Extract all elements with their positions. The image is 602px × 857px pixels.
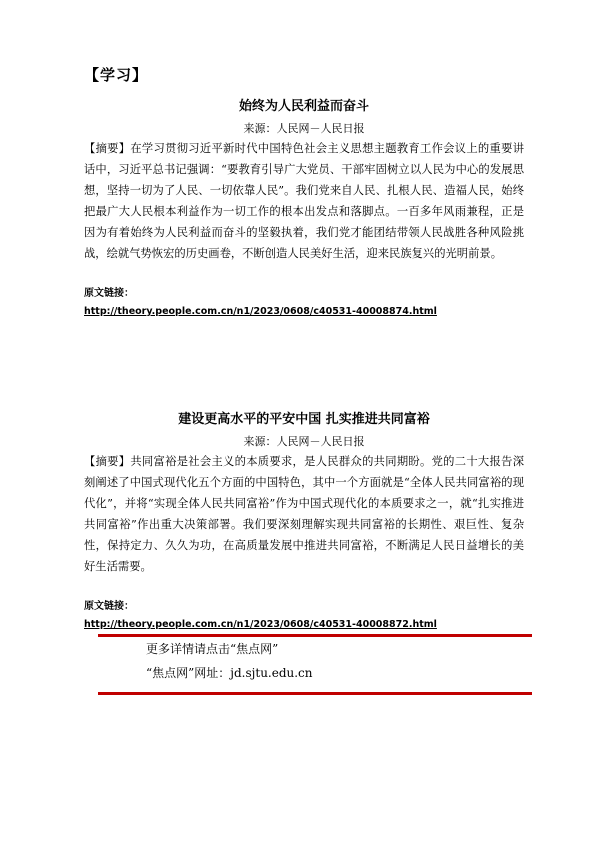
source-link[interactable]: http://theory.people.com.cn/n1/2023/0608/c40531-40008872.html	[84, 619, 437, 630]
article-abstract: 【摘要】共同富裕是社会主义的本质要求，是人民群众的共同期盼。党的二十大报告深刻阐述了中国式现代化五个方面的中国特色，其中一个方面就是“全体人民共同富裕的现代化”，并将“实现全体人民共同富裕”作为中国式现代化的本质要求之一，就“扎实推进共同富裕”作出重大决策部署。我们要深刻理解实现共同富裕的长期性、艰巨性、复杂性，保持定力、久久为功，在高质量发展中推进共同富裕，不断满足人民日益增长的美好生活需要。	[84, 455, 524, 573]
footer-bottom-rule	[98, 692, 532, 695]
source-link[interactable]: http://theory.people.com.cn/n1/2023/0608/c40531-40008874.html	[84, 306, 437, 317]
article-2	[84, 408, 524, 631]
footer-top-rule	[98, 634, 532, 637]
article-title: 始终为人民利益而奋斗	[238, 99, 369, 114]
article-1	[84, 95, 524, 318]
section-tag: 【学习】	[84, 66, 149, 84]
footer-more-info: 更多详情请点击“焦点网”	[146, 642, 279, 656]
article-source: 来源：人民网－人民日报	[243, 122, 365, 135]
link-label: 原文链接：	[84, 288, 134, 299]
article-source: 来源：人民网－人民日报	[243, 435, 365, 448]
article-title: 建设更高水平的平安中国 扎实推进共同富裕	[178, 412, 430, 427]
article-abstract: 【摘要】在学习贯彻习近平新时代中国特色社会主义思想主题教育工作会议上的重要讲话中，习近平总书记强调：“要教育引导广大党员、干部牢固树立以人民为中心的发展思想，坚持一切为了人民、一切依靠人民”。我们党来自人民、扎根人民、造福人民，始终把最广大人民根本利益作为一切工作的根本出发点和落脚点。一百多年风雨兼程，正是因为有着始终为人民利益而奋斗的坚毅执着，我们党才能团结带领人民战胜各种风险挑战，绘就气势恢宏的历史画卷，不断创造人民美好生活，迎来民族复兴的光明前景。	[84, 142, 524, 260]
link-label: 原文链接：	[84, 601, 134, 612]
footer-website: “焦点网”网址：jd.sjtu.edu.cn	[146, 666, 313, 680]
